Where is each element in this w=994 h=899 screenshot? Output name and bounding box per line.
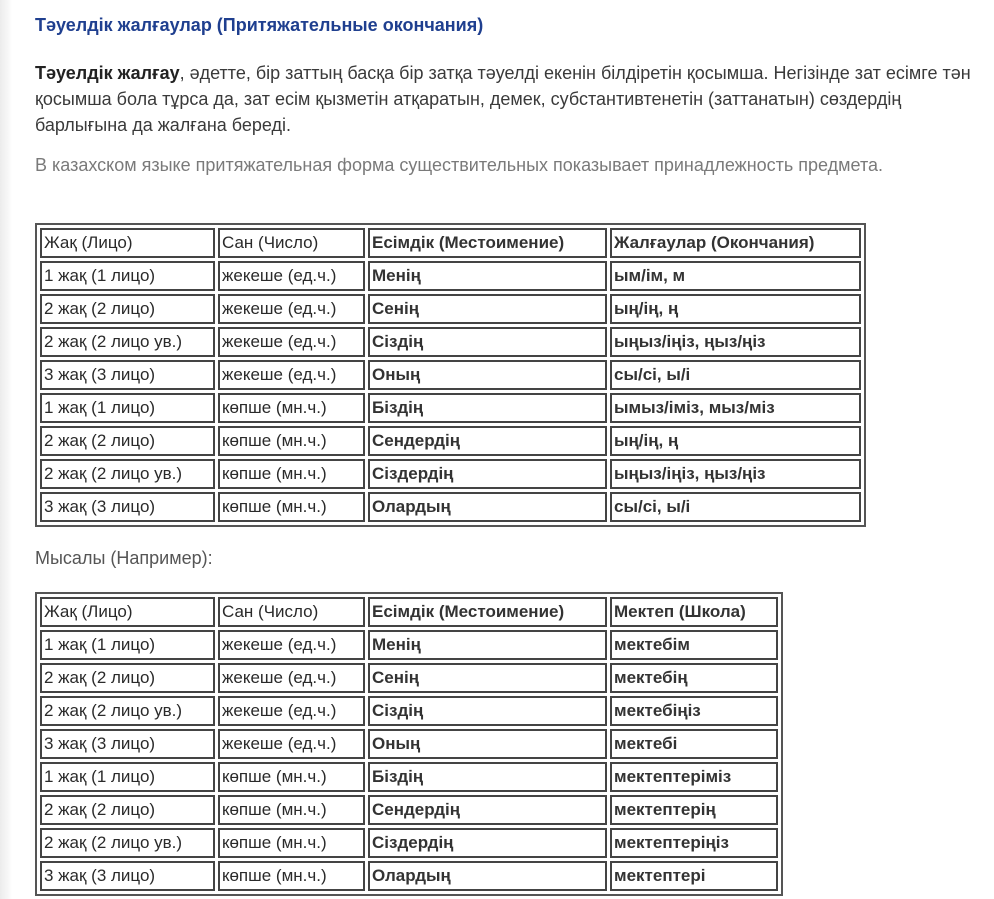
table-row [40,492,861,522]
cell-number: жекеше (ед.ч.) [218,327,365,357]
intro-text: , әдетте, бір заттың басқа бір затқа тәуелді екенін білдіретін қосымша. Негізінде зат есімге тән қосымша бола тұрса да, зат есім қызметін атқаратын, демек, субстантивтенетін (заттанатын) сөздердің барлығына да жалғана береді. [35,63,971,135]
cell-pronoun: Біздің [368,762,607,792]
table-row [40,294,861,324]
cell-pronoun: Менің [368,630,607,660]
cell-pronoun: Сіздердің [368,459,607,489]
table-row [40,828,778,858]
table-header-row [40,597,778,627]
cell-pronoun: Біздің [368,393,607,423]
cell-number: көпше (мн.ч.) [218,393,365,423]
cell-person: 1 жақ (1 лицо) [40,762,215,792]
intro-russian-paragraph: В казахском языке притяжательная форма существительных показывает принадлежность предмета. [35,155,884,175]
table-row [40,762,778,792]
cell-number: жекеше (ед.ч.) [218,261,365,291]
table-row [40,327,861,357]
cell-pronoun: Менің [368,261,607,291]
cell-pronoun: Сенің [368,294,607,324]
header-cell-person: Жақ (Лицо) [40,228,215,258]
cell-pronoun: Сендердің [368,795,607,825]
cell-person: 2 жақ (2 лицо) [40,795,215,825]
cell-person: 2 жақ (2 лицо ув.) [40,327,215,357]
cell-number: көпше (мн.ч.) [218,492,365,522]
cell-number: жекеше (ед.ч.) [218,729,365,759]
cell-person: 2 жақ (2 лицо ув.) [40,459,215,489]
cell-number: көпше (мн.ч.) [218,426,365,456]
cell-value: мектептеріңіз [610,828,778,858]
cell-person: 3 жақ (3 лицо) [40,360,215,390]
header-cell-school: Мектеп (Школа) [610,597,778,627]
header-cell-person: Жақ (Лицо) [40,597,215,627]
table-row [40,261,861,291]
table-row [40,795,778,825]
cell-number: көпше (мн.ч.) [218,762,365,792]
header-cell-pronoun: Есімдік (Местоимение) [368,597,607,627]
cell-value: мектептері [610,861,778,891]
table-row [40,630,778,660]
cell-number: көпше (мн.ч.) [218,861,365,891]
table-row [40,729,778,759]
header-cell-endings: Жалғаулар (Окончания) [610,228,861,258]
examples-table [35,592,783,896]
table-row [40,360,861,390]
cell-pronoun: Сіздің [368,327,607,357]
cell-value: ыңыз/іңіз, ңыз/ңіз [610,327,861,357]
header-cell-pronoun: Есімдік (Местоимение) [368,228,607,258]
table-row [40,459,861,489]
cell-number: көпше (мн.ч.) [218,828,365,858]
header-cell-number: Сан (Число) [218,228,365,258]
cell-pronoun: Сендердің [368,426,607,456]
cell-pronoun: Оның [368,729,607,759]
cell-person: 2 жақ (2 лицо) [40,294,215,324]
cell-pronoun: Олардың [368,861,607,891]
header-cell-number: Сан (Число) [218,597,365,627]
cell-value: ымыз/іміз, мыз/міз [610,393,861,423]
cell-value: ың/ің, ң [610,294,861,324]
page-title: Тәуелдік жалғаулар (Притяжательные окончания) [35,15,484,35]
cell-value: мектебі [610,729,778,759]
table-row [40,696,778,726]
cell-pronoun: Оның [368,360,607,390]
cell-person: 1 жақ (1 лицо) [40,630,215,660]
intro-term: Тәуелдік жалғау [35,63,180,83]
cell-value: сы/сі, ы/і [610,360,861,390]
cell-person: 2 жақ (2 лицо ув.) [40,828,215,858]
cell-value: ыңыз/іңіз, ңыз/ңіз [610,459,861,489]
cell-pronoun: Сіздің [368,696,607,726]
cell-pronoun: Олардың [368,492,607,522]
cell-person: 3 жақ (3 лицо) [40,729,215,759]
table-row [40,426,861,456]
table-row [40,861,778,891]
cell-number: жекеше (ед.ч.) [218,630,365,660]
left-border-strip [0,0,12,899]
intro-paragraph [35,60,980,138]
cell-person: 1 жақ (1 лицо) [40,261,215,291]
table-row [40,393,861,423]
cell-value: мектебім [610,630,778,660]
cell-number: көпше (мн.ч.) [218,795,365,825]
cell-value: сы/сі, ы/і [610,492,861,522]
cell-person: 2 жақ (2 лицо) [40,663,215,693]
examples-label: Мысалы (Например): [35,548,213,568]
cell-person: 1 жақ (1 лицо) [40,393,215,423]
cell-person: 3 жақ (3 лицо) [40,492,215,522]
cell-value: мектебің [610,663,778,693]
cell-number: жекеше (ед.ч.) [218,696,365,726]
cell-value: мектептеріміз [610,762,778,792]
cell-value: мектептерің [610,795,778,825]
cell-pronoun: Сіздердің [368,828,607,858]
table-header-row [40,228,861,258]
cell-number: жекеше (ед.ч.) [218,294,365,324]
table-row [40,663,778,693]
cell-value: мектебіңіз [610,696,778,726]
cell-person: 2 жақ (2 лицо ув.) [40,696,215,726]
cell-value: ым/ім, м [610,261,861,291]
cell-person: 3 жақ (3 лицо) [40,861,215,891]
cell-number: жекеше (ед.ч.) [218,360,365,390]
cell-value: ың/ің, ң [610,426,861,456]
cell-number: көпше (мн.ч.) [218,459,365,489]
cell-number: жекеше (ед.ч.) [218,663,365,693]
cell-person: 2 жақ (2 лицо) [40,426,215,456]
endings-table [35,223,866,527]
cell-pronoun: Сенің [368,663,607,693]
